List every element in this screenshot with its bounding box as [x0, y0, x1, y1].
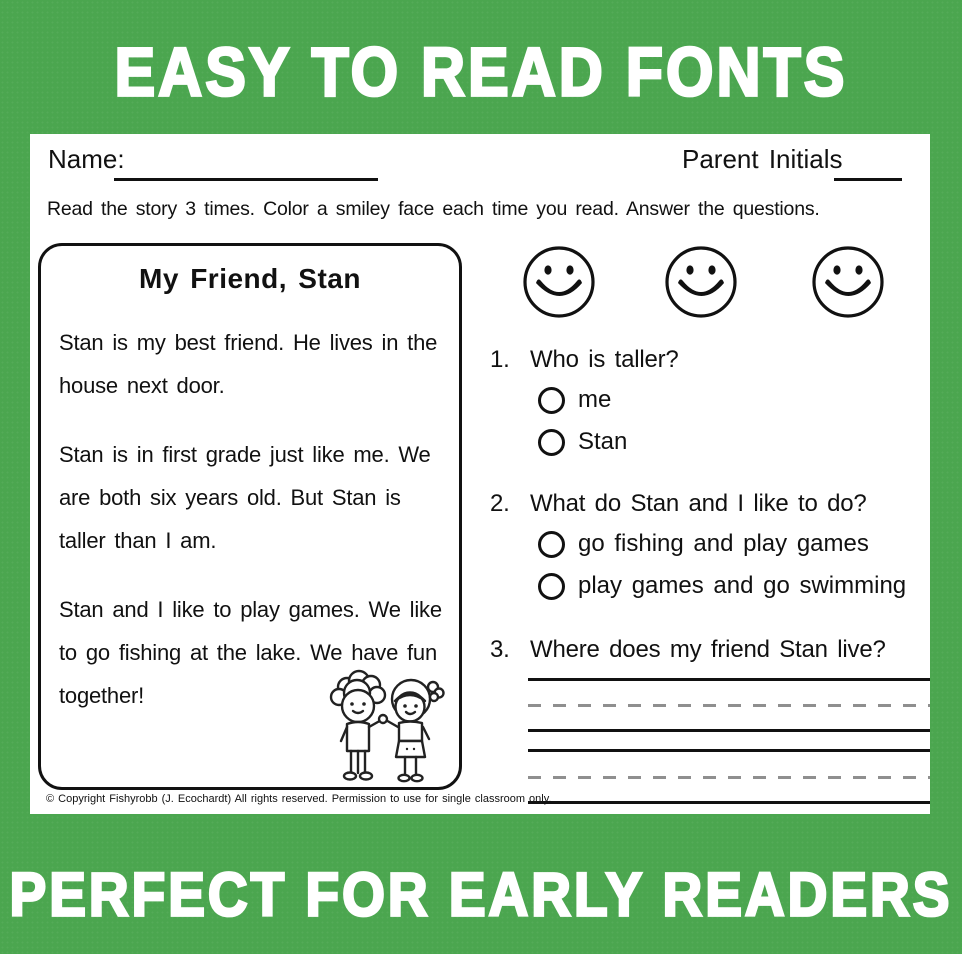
question-text: Where does my friend Stan live? [530, 636, 886, 663]
writing-line-top[interactable] [528, 678, 930, 681]
answer-bubble[interactable] [538, 573, 565, 600]
name-label: Name: [48, 144, 125, 174]
bottom-banner-title: PERFECT FOR EARLY READERS [9, 859, 953, 929]
writing-line-bottom[interactable] [528, 801, 930, 804]
answer-option [538, 530, 869, 558]
worksheet-page [30, 134, 930, 814]
question-text: Who is taller? [530, 346, 679, 373]
question-1 [490, 346, 679, 374]
smiley-face-icon[interactable] [811, 245, 885, 319]
copyright-text: © Copyright Fishyrobb (J. Ecochardt) All rights reserved. Permission to use for single classroom only. [46, 793, 552, 805]
question-3 [490, 636, 886, 664]
writing-line-middle-dashed[interactable] [528, 704, 930, 707]
story-paragraph: Stan is my best friend. He lives in the house next door. [59, 330, 438, 398]
answer-label: go fishing and play games [578, 530, 869, 557]
smiley-face-icon[interactable] [664, 245, 738, 319]
writing-line-middle-dashed[interactable] [528, 776, 930, 779]
answer-option [538, 428, 627, 456]
parent-initials-label: Parent Initials [682, 144, 843, 174]
writing-line-bottom[interactable] [528, 729, 930, 732]
name-input-line[interactable] [114, 178, 378, 181]
smiley-face-icon[interactable] [522, 245, 596, 319]
story-title: My Friend, Stan [139, 263, 361, 294]
story-paragraph: Stan is in first grade just like me. We are both six years old. But Stan is taller than I am. [59, 442, 431, 553]
answer-label: play games and go swimming [578, 572, 907, 599]
question-number: 1. [490, 346, 510, 373]
top-banner-title: EASY TO READ FONTS [114, 33, 848, 111]
question-2 [490, 490, 867, 518]
question-number: 2. [490, 490, 510, 517]
question-number: 3. [490, 636, 510, 663]
answer-option [538, 386, 611, 414]
answer-bubble[interactable] [538, 531, 565, 558]
story-box [38, 243, 462, 790]
story-paragraph: Stan and I like to play games. We like to go fishing at the lake. We have fun together! [59, 597, 442, 708]
answer-bubble[interactable] [538, 429, 565, 456]
answer-label: Stan [578, 428, 628, 455]
answer-option [538, 572, 906, 600]
answer-label: me [578, 386, 612, 413]
writing-line-top[interactable] [528, 749, 930, 752]
children-clipart-icon [311, 661, 453, 785]
answer-bubble[interactable] [538, 387, 565, 414]
parent-initials-input-line[interactable] [834, 178, 902, 181]
instructions-text: Read the story 3 times. Color a smiley face each time you read. Answer the questions. [47, 198, 820, 220]
question-text: What do Stan and I like to do? [530, 490, 867, 517]
